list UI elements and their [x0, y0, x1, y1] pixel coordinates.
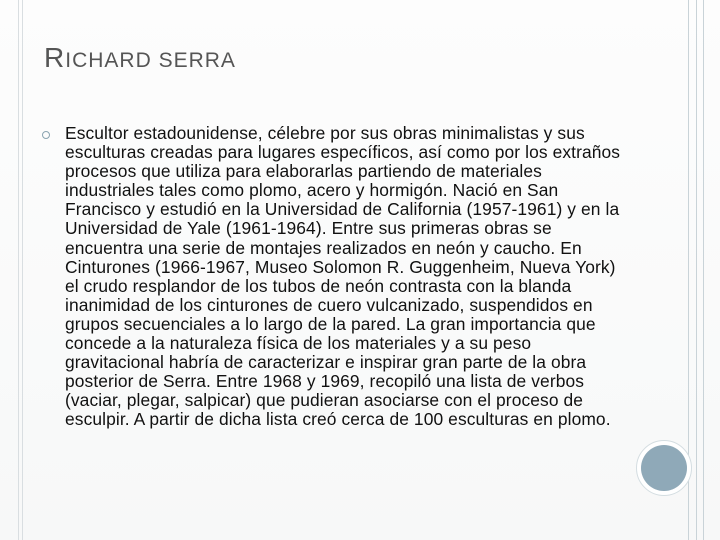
bullet-icon — [42, 131, 50, 139]
right-decorative-line — [703, 0, 704, 540]
title-first-letter: R — [44, 42, 66, 73]
left-decorative-line — [22, 0, 23, 540]
decorative-circle — [641, 445, 687, 491]
body-paragraph: Escultor estadounidense, célebre por sus obras minimalistas y sus esculturas creadas para lugares específicos, así como por los extraños procesos que utiliza para elaborarlas partiendo de materiales industriales tales como plomo, acero y hormigón. Nació en San Francisco y estudió en la Universidad de California (1957-1961) y en la Universidad de Yale (1961-1964). Entre sus primeras obras se encuentra una serie de montajes realizados en neón y caucho. En Cinturones (1966-1967, Museo Solomon R. Guggenheim, Nueva York) el crudo resplandor de los tubos de neón contrasta con la blanda inanimidad de los cinturones de cuero vulcanizado, suspendidos en grupos secuenciales a lo largo de la pared. La gran importancia que concede a la naturaleza física de los materiales y a su peso gravitacional habría de caracterizar e inspirar gran parte de la obra posterior de Serra. Entre 1968 y 1969, recopiló una lista de verbos (vaciar, plegar, salpicar) que pudieran asociarse con el proceso de esculpir. A partir de dicha lista creó cerca de 100 esculturas en plomo. — [65, 123, 621, 430]
title-rest: ICHARD SERRA — [65, 49, 236, 72]
left-decorative-line — [18, 0, 19, 540]
slide-title — [44, 38, 236, 75]
right-decorative-line — [696, 0, 697, 540]
